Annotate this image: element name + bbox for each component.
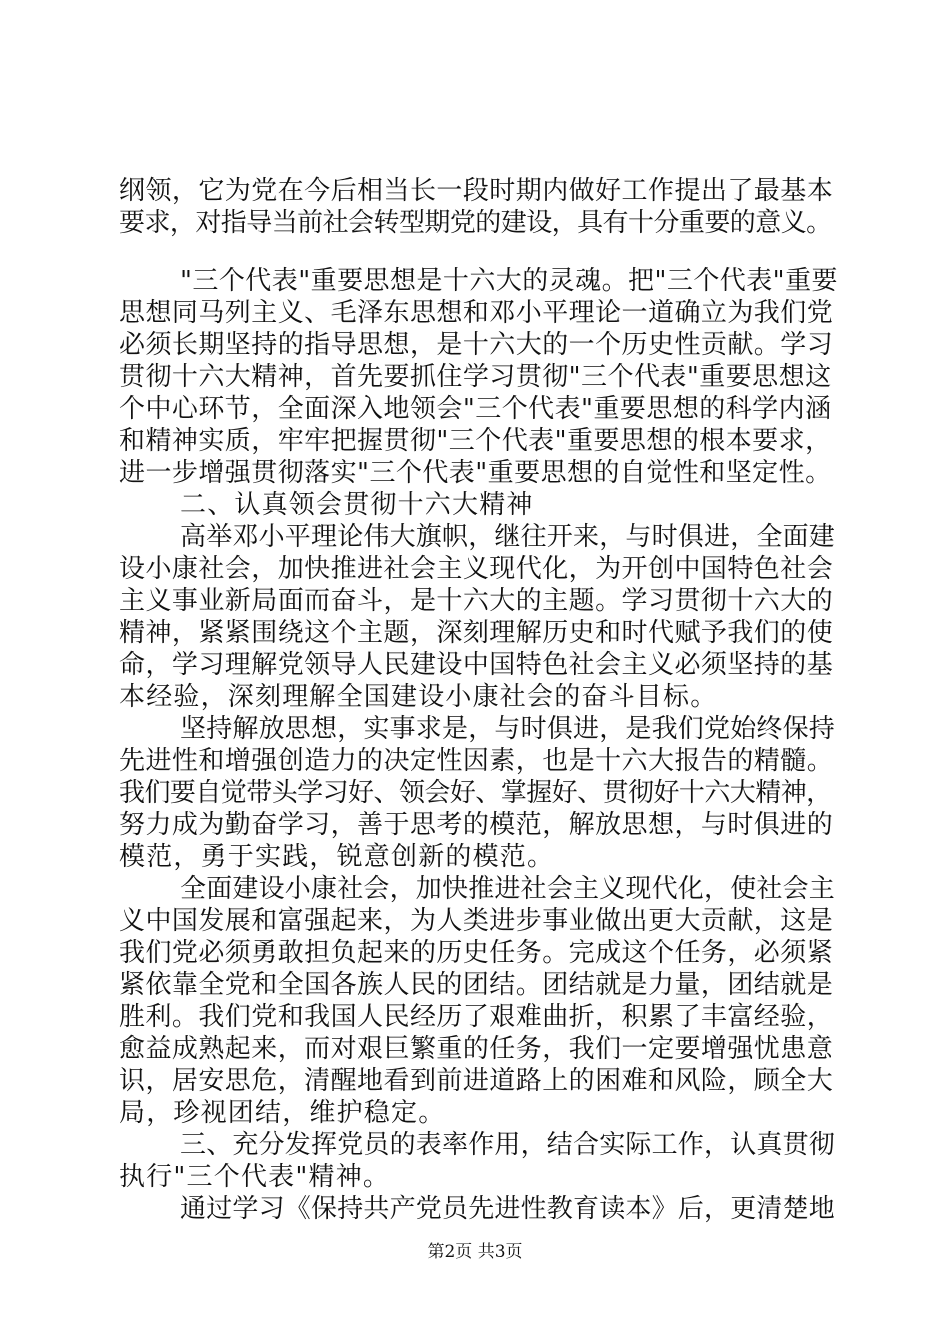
- text-line: 努力成为勤奋学习，善于思考的模范，解放思想，与时俱进的: [119, 810, 834, 840]
- text-line: 精神，紧紧围绕这个主题，深刻理解历史和时代赋予我们的使: [119, 618, 834, 648]
- text-line: 个中心环节，全面深入地领会"三个代表"重要思想的科学内涵: [119, 394, 832, 424]
- text-line: 胜利。我们党和我国人民经历了艰难曲折，积累了丰富经验，: [119, 1002, 834, 1032]
- text-line: 识，居安思危，清醒地看到前进道路上的困难和风险，顾全大: [119, 1066, 834, 1096]
- text-line: 命，学习理解党领导人民建设中国特色社会主义必须坚持的基: [119, 650, 834, 680]
- page-number-footer: 第2页 共3页: [427, 1242, 523, 1262]
- section-heading: 二、认真领会贯彻十六大精神: [180, 490, 534, 520]
- text-line: 本经验，深刻理解全国建设小康社会的奋斗目标。: [119, 682, 718, 712]
- text-line: 义中国发展和富强起来，为人类进步事业做出更大贡献，这是: [119, 906, 834, 936]
- text-line: 思想同马列主义、毛泽东思想和邓小平理论一道确立为我们党: [119, 298, 834, 328]
- text-line: 纲领，它为党在今后相当长一段时期内做好工作提出了最基本: [119, 176, 834, 206]
- section-heading: 三、充分发挥党员的表率作用，结合实际工作，认真贯彻: [180, 1130, 836, 1160]
- text-line: 必须长期坚持的指导思想，是十六大的一个历史性贡献。学习: [119, 330, 834, 360]
- text-line: 我们要自觉带头学习好、领会好、掌握好、贯彻好十六大精神，: [119, 778, 832, 808]
- text-line: 我们党必须勇敢担负起来的历史任务。完成这个任务，必须紧: [119, 938, 834, 968]
- text-line: 坚持解放思想，实事求是，与时俱进，是我们党始终保持: [180, 714, 836, 744]
- text-line: 先进性和增强创造力的决定性因素，也是十六大报告的精髓。: [119, 746, 834, 776]
- text-line: 全面建设小康社会，加快推进社会主义现代化，使社会主: [180, 874, 836, 904]
- text-line: 模范，勇于实践，锐意创新的模范。: [119, 842, 555, 872]
- text-line: 通过学习《保持共产党员先进性教育读本》后，更清楚地: [180, 1194, 836, 1224]
- text-line: 设小康社会，加快推进社会主义现代化，为开创中国特色社会: [119, 554, 834, 584]
- text-line: 主义事业新局面而奋斗，是十六大的主题。学习贯彻十六大的: [119, 586, 834, 616]
- text-line: "三个代表"重要思想是十六大的灵魂。把"三个代表"重要: [180, 266, 838, 296]
- section-heading: 执行"三个代表"精神。: [119, 1162, 391, 1192]
- text-line: 愈益成熟起来，而对艰巨繁重的任务，我们一定要增强忧患意: [119, 1034, 834, 1064]
- text-line: 紧依靠全党和全国各族人民的团结。团结就是力量，团结就是: [119, 970, 834, 1000]
- text-line: 进一步增强贯彻落实"三个代表"重要思想的自觉性和坚定性。: [119, 458, 832, 488]
- text-line: 要求，对指导当前社会转型期党的建设，具有十分重要的意义。: [119, 208, 832, 238]
- text-line: 贯彻十六大精神，首先要抓住学习贯彻"三个代表"重要思想这: [119, 362, 832, 392]
- text-line: 局，珍视团结，维护稳定。: [119, 1098, 446, 1128]
- text-line: 高举邓小平理论伟大旗帜，继往开来，与时俱进，全面建: [180, 522, 836, 552]
- text-line: 和精神实质，牢牢把握贯彻"三个代表"重要思想的根本要求，: [119, 426, 832, 456]
